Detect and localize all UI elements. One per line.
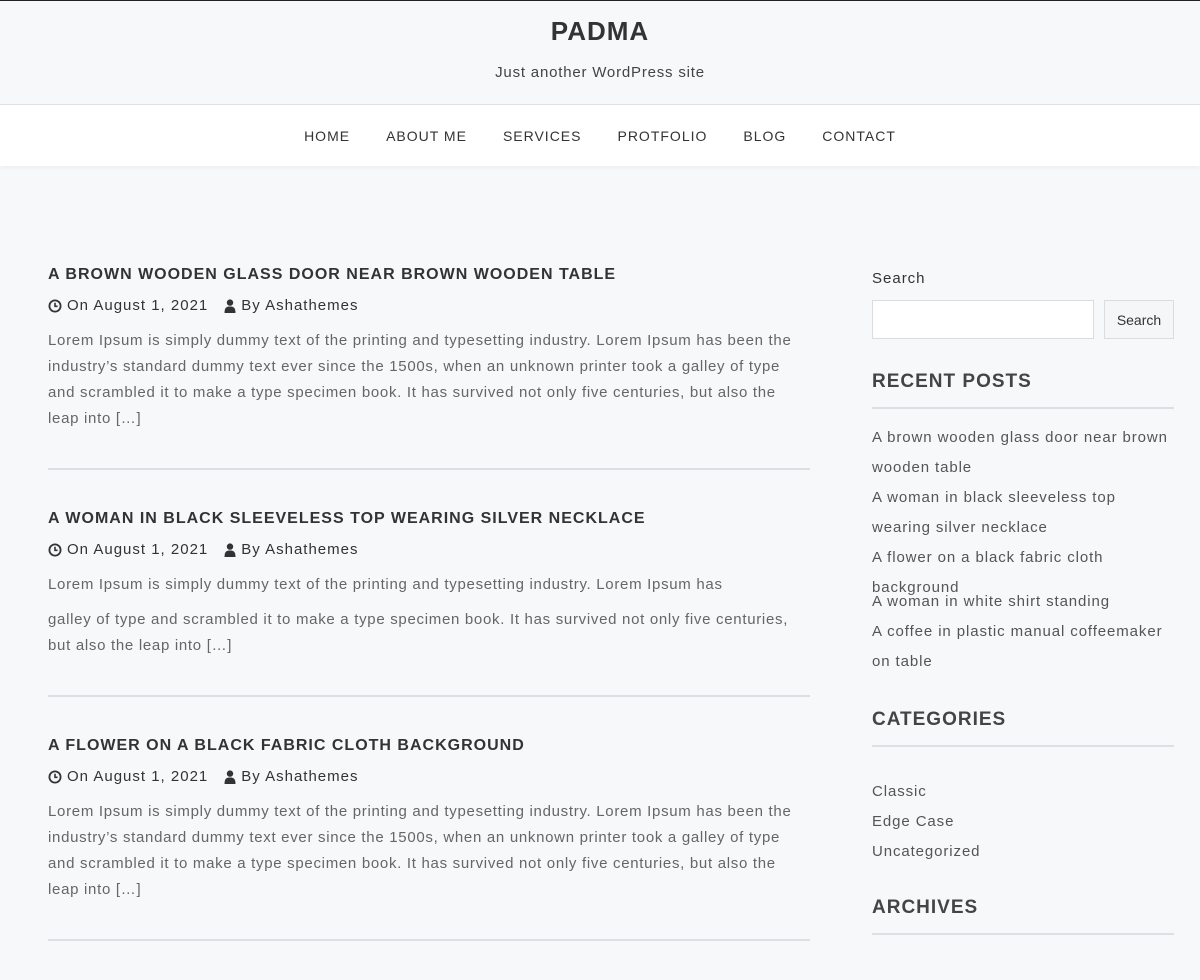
post-title[interactable] <box>48 509 810 529</box>
post-date-text: On August 1, 2021 <box>67 541 209 558</box>
post-title[interactable] <box>48 736 810 756</box>
post-meta <box>48 767 810 787</box>
post-excerpt-rest: galley of type and scrambled it to make a type specimen book. It has survived not only five centuries, but also the leap into […] <box>48 611 789 654</box>
categories-title: CATEGORIES <box>872 709 1174 747</box>
recent-post-link[interactable]: A coffee in plastic manual coffeemaker on table <box>872 623 1163 670</box>
post-date <box>48 767 208 787</box>
main-nav <box>0 105 1200 166</box>
sidebar <box>872 166 1174 980</box>
recent-posts-list <box>872 423 1174 677</box>
post-item <box>48 509 810 697</box>
clock-icon <box>48 543 62 557</box>
post-date <box>48 540 208 560</box>
post-date-text: On August 1, 2021 <box>67 768 209 785</box>
post-excerpt <box>48 572 808 695</box>
post-list <box>48 166 810 980</box>
categories-widget <box>872 709 1174 867</box>
site-header <box>0 1 1200 105</box>
post-excerpt: Lorem Ipsum is simply dummy text of the printing and typesetting industry. Lorem Ipsum has been the industry’s standard dummy text ever since the 1500s, when an unknown printer took a galley of type and scrambled it to make a type specimen book. It has survived not only five centuries, but also the leap into […] <box>48 803 792 898</box>
nav-item-contact[interactable]: CONTACT <box>822 127 896 144</box>
search-input[interactable] <box>872 300 1094 339</box>
user-icon <box>224 299 236 313</box>
recent-post-link[interactable]: A woman in black sleeveless top wearing silver necklace <box>872 489 1116 536</box>
category-link[interactable]: Edge Case <box>872 813 955 830</box>
post-excerpt: Lorem Ipsum is simply dummy text of the printing and typesetting industry. Lorem Ipsum has been the industry’s standard dummy text ever since the 1500s, when an unknown printer took a galley of type and scrambled it to make a type specimen book. It has survived not only five centuries, but also the leap into […] <box>48 332 792 427</box>
post-item <box>48 736 810 941</box>
search-widget <box>872 270 1174 339</box>
post-title[interactable] <box>48 265 810 285</box>
search-form <box>872 300 1174 339</box>
post-title-link[interactable]: A WOMAN IN BLACK SLEEVELESS TOP WEARING SILVER NECKLACE <box>48 510 646 527</box>
render-gap <box>48 598 808 607</box>
user-icon <box>224 543 236 557</box>
category-item[interactable] <box>872 777 1174 807</box>
post-author <box>224 296 358 316</box>
clock-icon <box>48 299 62 313</box>
clock-icon <box>48 770 62 784</box>
post-excerpt-line: Lorem Ipsum is simply dummy text of the printing and typesetting industry. Lorem Ipsum has <box>48 576 723 593</box>
post-date <box>48 296 208 316</box>
post-author <box>224 540 358 560</box>
category-link[interactable]: Uncategorized <box>872 843 981 860</box>
search-button[interactable]: Search <box>1104 300 1174 339</box>
post-title-link[interactable]: A BROWN WOODEN GLASS DOOR NEAR BROWN WOODEN TABLE <box>48 266 617 283</box>
recent-post-item[interactable] <box>872 587 1174 610</box>
nav-item-services[interactable]: SERVICES <box>502 127 582 144</box>
recent-post-item[interactable] <box>872 423 1174 483</box>
nav-item-portfolio[interactable]: PROTFOLIO <box>617 127 708 144</box>
nav-item-about-me[interactable]: ABOUT ME <box>386 127 467 144</box>
nav-item-blog[interactable]: BLOG <box>743 127 787 144</box>
site-tagline: Just another WordPress site <box>495 64 705 81</box>
post-date-text: On August 1, 2021 <box>67 297 209 314</box>
post-author-text[interactable]: By Ashathemes <box>241 541 359 558</box>
post-meta <box>48 296 810 316</box>
post-author <box>224 767 358 787</box>
post-author-text[interactable]: By Ashathemes <box>241 768 359 785</box>
recent-post-link[interactable]: A brown wooden glass door near brown wooden table <box>872 429 1168 476</box>
page-body <box>0 166 1200 980</box>
site-title[interactable] <box>0 1 1200 46</box>
nav-item-home[interactable]: HOME <box>304 127 351 144</box>
post-title-link[interactable]: A FLOWER ON A BLACK FABRIC CLOTH BACKGROUND <box>48 737 525 754</box>
recent-post-link[interactable]: A flower on a black fabric cloth background <box>872 549 1104 596</box>
category-item[interactable] <box>872 837 1174 867</box>
post-author-text[interactable]: By Ashathemes <box>241 297 359 314</box>
recent-posts-widget <box>872 371 1174 677</box>
archives-widget <box>872 897 1174 935</box>
user-icon <box>224 770 236 784</box>
post-meta <box>48 540 810 560</box>
recent-posts-title: RECENT POSTS <box>872 371 1174 409</box>
search-label: Search <box>872 270 926 287</box>
categories-list <box>872 777 1174 867</box>
archives-title: ARCHIVES <box>872 897 1174 935</box>
post-item <box>48 265 810 470</box>
recent-post-item[interactable] <box>872 483 1174 543</box>
category-link[interactable]: Classic <box>872 783 927 800</box>
category-item[interactable] <box>872 807 1174 837</box>
recent-post-item[interactable] <box>872 617 1174 677</box>
site-title-link[interactable]: PADMA <box>550 16 650 46</box>
recent-post-link[interactable]: A woman in white shirt standing <box>872 593 1111 610</box>
